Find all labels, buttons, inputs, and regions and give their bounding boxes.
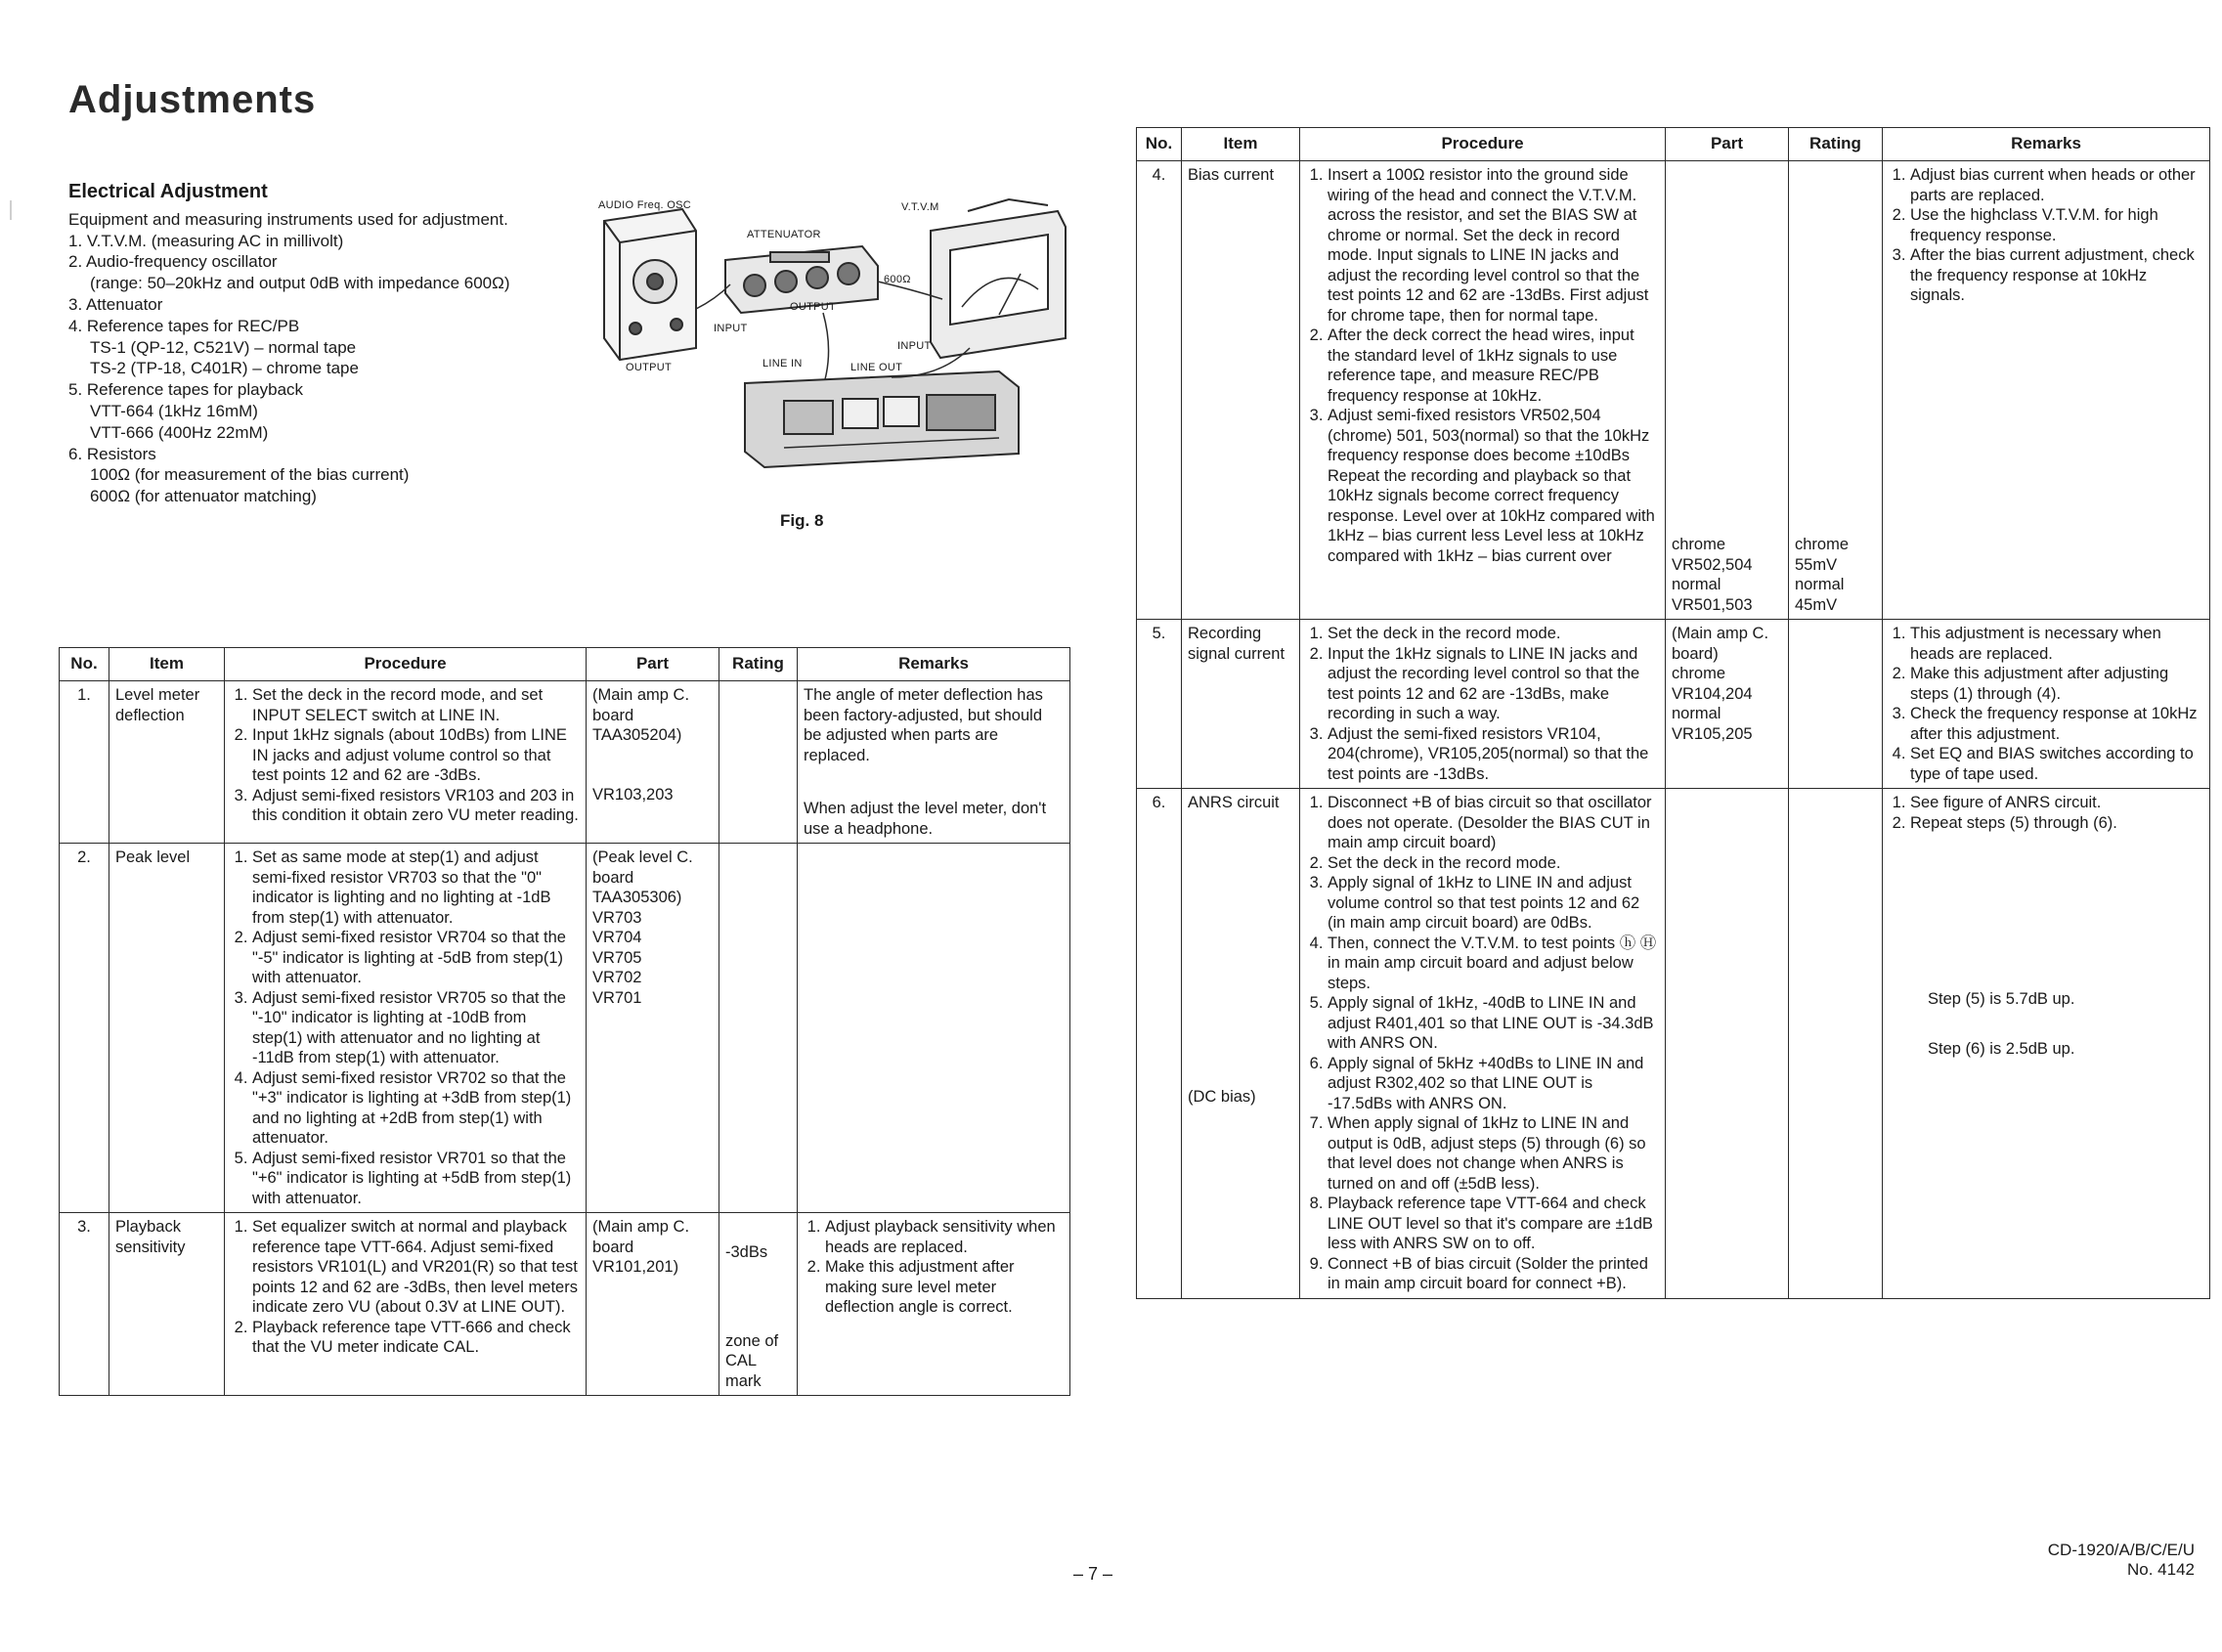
part-value: VR502,504	[1672, 555, 1753, 574]
cell-part	[587, 681, 719, 844]
equipment-intro: Equipment and measuring instruments used for adjustment.	[68, 209, 508, 229]
header-procedure: Procedure	[1300, 128, 1666, 161]
page-number: – 7 –	[1073, 1564, 1113, 1584]
header-rating: Rating	[1789, 128, 1883, 161]
item-sub-name: (DC bias)	[1188, 1087, 1256, 1106]
table-row	[60, 1213, 1070, 1396]
part-value: normal	[1672, 576, 1721, 593]
cell-rating	[719, 1213, 798, 1396]
adjustment-table-right	[1136, 127, 2210, 1299]
equipment-line: TS-2 (TP-18, C401R) – chrome tape	[90, 359, 359, 378]
procedure-step: 9. Connect +B of bias circuit (Solder the printed in main amp circuit board for connect +B).	[1328, 1254, 1659, 1294]
header-item: Item	[1182, 128, 1300, 161]
cell-rating	[1789, 620, 1883, 789]
part-value	[592, 761, 713, 769]
cell-procedure	[1300, 620, 1666, 789]
procedure-step: 3. Adjust the semi-fixed resistors VR104, 204(chrome), VR105,205(normal) so that the test points are -13dBs.	[1328, 724, 1659, 785]
cell-procedure	[225, 844, 587, 1213]
procedure-step: 2. After the deck correct the head wires, input the standard level of 1kHz signals to use reference tape, and measure REC/PB frequency response at 10kHz.	[1328, 326, 1659, 406]
cell-no	[1137, 161, 1182, 620]
label-line-out: LINE OUT	[850, 362, 903, 373]
label-attenuator: ATTENUATOR	[747, 229, 821, 240]
header-item: Item	[109, 648, 225, 681]
part-value: (Peak level C. board TAA305306)	[592, 848, 693, 906]
part-value: VR701	[592, 988, 642, 1007]
procedure-step-list	[231, 685, 580, 826]
cell-no	[60, 681, 109, 844]
header-rating: Rating	[719, 648, 798, 681]
procedure-step: 7. When apply signal of 1kHz to LINE IN and output is 0dB, adjust steps (5) through (6) so that level does not change when ANRS is turned on and off (±5dB less).	[1328, 1113, 1659, 1194]
cell-item	[1182, 789, 1300, 1299]
item-name: Level meter deflection	[115, 686, 200, 724]
remark: 2. Repeat steps (5) through (6).	[1910, 813, 2203, 834]
remark: 2. Use the highclass V.T.V.M. for high frequency response.	[1910, 205, 2203, 245]
table-row	[60, 681, 1070, 844]
part-value: (Main amp C. board TAA305204)	[592, 686, 690, 744]
remark-list	[1889, 165, 2203, 306]
procedure-step-list	[1306, 793, 1659, 1294]
header-no: No.	[1137, 128, 1182, 161]
rating-value: 45mV	[1795, 595, 1838, 614]
cell-procedure	[1300, 161, 1666, 620]
label-600ohm: 600Ω	[884, 274, 911, 285]
remark: 3. Check the frequency response at 10kHz after this adjustment.	[1910, 704, 2203, 744]
rating-value: chrome	[1795, 536, 1850, 553]
table-body-right	[1137, 161, 2210, 1299]
label-line-in: LINE IN	[762, 358, 803, 370]
procedure-step: 1. Set equalizer switch at normal and playback reference tape VTT-664. Adjust semi-fixed resistors VR101(L) and VR201(R) so that test points 12 and 62 are -3dBs, then level meters indicate zero VU (about 0.3V at LINE OUT).	[252, 1217, 580, 1318]
equipment-line: 2. Audio-frequency oscillator	[68, 252, 278, 272]
cell-remarks	[1883, 161, 2210, 620]
remark: 3. After the bias current adjustment, check the frequency response at 10kHz signals.	[1910, 245, 2203, 306]
procedure-step: 2. Input 1kHz signals (about 10dBs) from LINE IN jacks and adjust volume control so that test points 12 and 62 are -3dBs.	[252, 725, 580, 786]
procedure-step: 3. Adjust semi-fixed resistor VR705 so that the "-10" indicator is lighting at -10dB from step(1) with attenuator and no lighting at -11dB from step(1) with attenuator.	[252, 988, 580, 1068]
remark: 2. Make this adjustment after making sure level meter deflection angle is correct.	[825, 1257, 1064, 1318]
procedure-step: 1. Set the deck in the record mode, and set INPUT SELECT switch at LINE IN.	[252, 685, 580, 725]
equipment-line: 1. V.T.V.M. (measuring AC in millivolt)	[68, 231, 344, 250]
document-number: No. 4142	[2127, 1560, 2195, 1579]
cell-no	[1137, 620, 1182, 789]
equipment-line: VTT-664 (1kHz 16mM)	[90, 401, 258, 420]
part-value	[592, 769, 713, 777]
part-value	[592, 746, 713, 754]
adjustment-table-left	[59, 647, 1070, 1396]
part-value: VR705	[592, 948, 642, 967]
cell-part	[1666, 161, 1789, 620]
remark-list	[1889, 793, 2203, 833]
label-vtvm: V.T.V.M	[901, 201, 939, 213]
label-vtvm-input: INPUT	[897, 340, 932, 352]
figure-8-illustration	[598, 192, 1067, 543]
cell-part	[587, 844, 719, 1213]
cell-part	[1666, 620, 1789, 789]
label-att-output: OUTPUT	[790, 301, 837, 313]
table-body-left	[60, 681, 1070, 1396]
cell-remarks	[1883, 789, 2210, 1299]
rating-value: zone of CAL mark	[725, 1331, 779, 1390]
remark: 1. This adjustment is necessary when heads are replaced.	[1910, 624, 2203, 664]
equipment-line: 6. Resistors	[68, 444, 156, 463]
remark-list	[804, 1217, 1064, 1318]
remark: 1. See figure of ANRS circuit.	[1910, 793, 2203, 813]
procedure-step-list	[231, 1217, 580, 1358]
procedure-step: 3. Apply signal of 1kHz to LINE IN and adjust volume control so that test points 12 and 62 (in main amp circuit board) are 0dBs.	[1328, 873, 1659, 934]
part-value: VR105,205	[1672, 724, 1753, 743]
part-value: VR703	[592, 908, 642, 927]
part-value: VR103,203	[592, 785, 674, 804]
procedure-step: 5. Apply signal of 1kHz, -40dB to LINE IN and adjust R401,401 so that LINE OUT is -34.3dB with ANRS ON.	[1328, 993, 1659, 1054]
scan-mark	[10, 200, 12, 220]
cell-procedure	[225, 681, 587, 844]
model-number: CD-1920/A/B/C/E/U	[2047, 1541, 2195, 1559]
header-part: Part	[1666, 128, 1789, 161]
table-header-row	[60, 648, 1070, 681]
row-number: 6.	[1152, 794, 1166, 811]
procedure-step: 3. Adjust semi-fixed resistors VR103 and 203 in this condition it obtain zero VU meter reading.	[252, 786, 580, 826]
remark-list	[1889, 624, 2203, 784]
model-info	[2048, 1541, 2195, 1580]
remark: When adjust the level meter, don't use a headphone.	[804, 800, 1047, 838]
part-value: VR702	[592, 969, 642, 986]
table-header-row	[1137, 128, 2210, 161]
remark: The angle of meter deflection has been factory-adjusted, but should be adjusted when parts are replaced.	[804, 686, 1043, 764]
row-number: 5.	[1152, 625, 1166, 642]
header-procedure: Procedure	[225, 648, 587, 681]
remark-note: Step (6) is 2.5dB up.	[1928, 1039, 2075, 1058]
remark: 4. Set EQ and BIAS switches according to type of tape used.	[1910, 744, 2203, 784]
equipment-line: 5. Reference tapes for playback	[68, 380, 304, 400]
cell-part	[1666, 789, 1789, 1299]
cell-procedure	[225, 1213, 587, 1396]
table-row	[1137, 789, 2210, 1299]
equipment-line: 100Ω (for measurement of the bias current)	[90, 465, 410, 485]
cell-no	[60, 844, 109, 1213]
cell-remarks	[798, 844, 1070, 1213]
item-name: Recording signal current	[1188, 625, 1285, 663]
procedure-step: 2. Set the deck in the record mode.	[1328, 853, 1659, 874]
cell-remarks	[1883, 620, 2210, 789]
cell-item	[1182, 161, 1300, 620]
cell-item	[109, 681, 225, 844]
cell-item	[1182, 620, 1300, 789]
header-no: No.	[60, 648, 109, 681]
remark-note: Step (5) is 5.7dB up.	[1928, 990, 2075, 1008]
figure-caption: Fig. 8	[780, 511, 824, 530]
equipment-line: 3. Attenuator	[68, 294, 163, 314]
procedure-step: 3. Adjust semi-fixed resistors VR502,504 (chrome) 501, 503(normal) so that the 10kHz frequency response does become ±10dBs Repeat the recording and playback so that 10kHz signals become correct frequency response. Level over at 10kHz compared with 1kHz – bias current less Level less at 10kHz compared with 1kHz – bias current over	[1328, 406, 1659, 566]
part-value: chrome	[1672, 536, 1726, 553]
part-value	[592, 777, 713, 785]
equipment-hookup-drawing	[598, 192, 1067, 485]
procedure-step-list	[1306, 624, 1659, 784]
section-heading: Electrical Adjustment	[68, 181, 268, 202]
remark: 2. Make this adjustment after adjusting steps (1) through (4).	[1910, 664, 2203, 704]
equipment-line: VTT-666 (400Hz 22mM)	[90, 422, 269, 442]
part-value: VR104,204	[1672, 684, 1753, 703]
part-value: (Main amp C. board)	[1672, 625, 1769, 663]
cell-procedure	[1300, 789, 1666, 1299]
cell-rating	[719, 681, 798, 844]
item-name: Bias current	[1188, 166, 1275, 184]
procedure-step: 2. Input the 1kHz signals to LINE IN jacks and adjust the recording level control so that the test points 12 and 62 are -13dBs, make recording in such a way.	[1328, 644, 1659, 724]
equipment-line: 4. Reference tapes for REC/PB	[68, 316, 300, 335]
row-number: 4.	[1152, 166, 1166, 184]
cell-rating	[719, 844, 798, 1213]
header-part: Part	[587, 648, 719, 681]
label-audio-osc: AUDIO Freq. OSC	[598, 199, 691, 211]
procedure-step: 1. Set the deck in the record mode.	[1328, 624, 1659, 644]
table-row	[1137, 161, 2210, 620]
cell-rating	[1789, 161, 1883, 620]
cell-no	[1137, 789, 1182, 1299]
page-title: Adjustments	[68, 78, 317, 121]
header-remarks: Remarks	[1883, 128, 2210, 161]
remark: 1. Adjust bias current when heads or other parts are replaced.	[1910, 165, 2203, 205]
procedure-step: 2. Adjust semi-fixed resistor VR704 so that the "-5" indicator is lighting at -5dB from step(1) with attenuator.	[252, 928, 580, 988]
item-name: ANRS circuit	[1188, 794, 1280, 811]
table-row	[1137, 620, 2210, 789]
part-value: (Main amp C. board VR101,201)	[592, 1218, 690, 1276]
procedure-step: 4. Adjust semi-fixed resistor VR702 so that the "+3" indicator is lighting at +3dB from step(1) and no lighting at +2dB from step(1) with attenuator.	[252, 1068, 580, 1149]
rating-value: normal	[1795, 576, 1845, 593]
procedure-step: 5. Adjust semi-fixed resistor VR701 so that the "+6" indicator is lighting at +5dB from step(1) with attenuator.	[252, 1149, 580, 1209]
item-name: Playback sensitivity	[115, 1218, 186, 1256]
procedure-step: 1. Disconnect +B of bias circuit so that oscillator does not operate. (Desolder the BIAS CUT in main amp circuit board)	[1328, 793, 1659, 853]
procedure-step: 4. Then, connect the V.T.V.M. to test points ⓗ Ⓗ in main amp circuit board and adjust below steps.	[1328, 934, 1659, 994]
procedure-step: 1. Set as same mode at step(1) and adjust semi-fixed resistor VR703 so that the "0" indicator is lighting and no lighting at -1dB from step(1) with attenuator.	[252, 848, 580, 928]
procedure-step: 8. Playback reference tape VTT-664 and check LINE OUT level so that it's compare are ±1dB less with ANRS SW on to off.	[1328, 1194, 1659, 1254]
cell-remarks	[798, 681, 1070, 844]
row-number: 3.	[77, 1218, 91, 1236]
cell-item	[109, 1213, 225, 1396]
cell-part	[587, 1213, 719, 1396]
label-osc-output: OUTPUT	[626, 362, 673, 373]
procedure-step-list	[231, 848, 580, 1208]
equipment-line: (range: 50–20kHz and output 0dB with impedance 600Ω)	[90, 274, 510, 293]
cell-item	[109, 844, 225, 1213]
part-value: VR501,503	[1672, 595, 1753, 614]
table-row	[60, 844, 1070, 1213]
procedure-step-list	[1306, 165, 1659, 566]
cell-rating	[1789, 789, 1883, 1299]
item-name: Peak level	[115, 848, 191, 866]
rating-value: -3dBs	[725, 1243, 768, 1261]
cell-no	[60, 1213, 109, 1396]
part-value: VR704	[592, 929, 642, 946]
part-value	[592, 754, 713, 761]
row-number: 2.	[77, 848, 91, 866]
part-value: chrome	[1672, 665, 1726, 682]
row-number: 1.	[77, 686, 91, 704]
equipment-line: 600Ω (for attenuator matching)	[90, 487, 317, 506]
procedure-step: 6. Apply signal of 5kHz +40dBs to LINE IN and adjust R302,402 so that LINE OUT is -17.5dBs with ANRS ON.	[1328, 1054, 1659, 1114]
rating-value: 55mV	[1795, 555, 1838, 574]
cell-remarks	[798, 1213, 1070, 1396]
procedure-step: 1. Insert a 100Ω resistor into the ground side wiring of the head and connect the V.T.V.M. across the resistor, and set the BIAS SW at chrome or normal. Set the deck in record mode. Input signals to LINE IN jacks and adjust the recording level control so that the test points 12 and 62 are -13dBs. First adjust for chrome tape, then for normal tape.	[1328, 165, 1659, 326]
label-att-input: INPUT	[714, 323, 748, 334]
equipment-list	[68, 182, 557, 507]
equipment-line: TS-1 (QP-12, C521V) – normal tape	[90, 337, 357, 357]
part-value: normal	[1672, 705, 1721, 722]
remark: 1. Adjust playback sensitivity when heads are replaced.	[825, 1217, 1064, 1257]
equipment-lines	[68, 231, 557, 507]
procedure-step: 2. Playback reference tape VTT-666 and check that the VU meter indicate CAL.	[252, 1318, 580, 1358]
header-remarks: Remarks	[798, 648, 1070, 681]
